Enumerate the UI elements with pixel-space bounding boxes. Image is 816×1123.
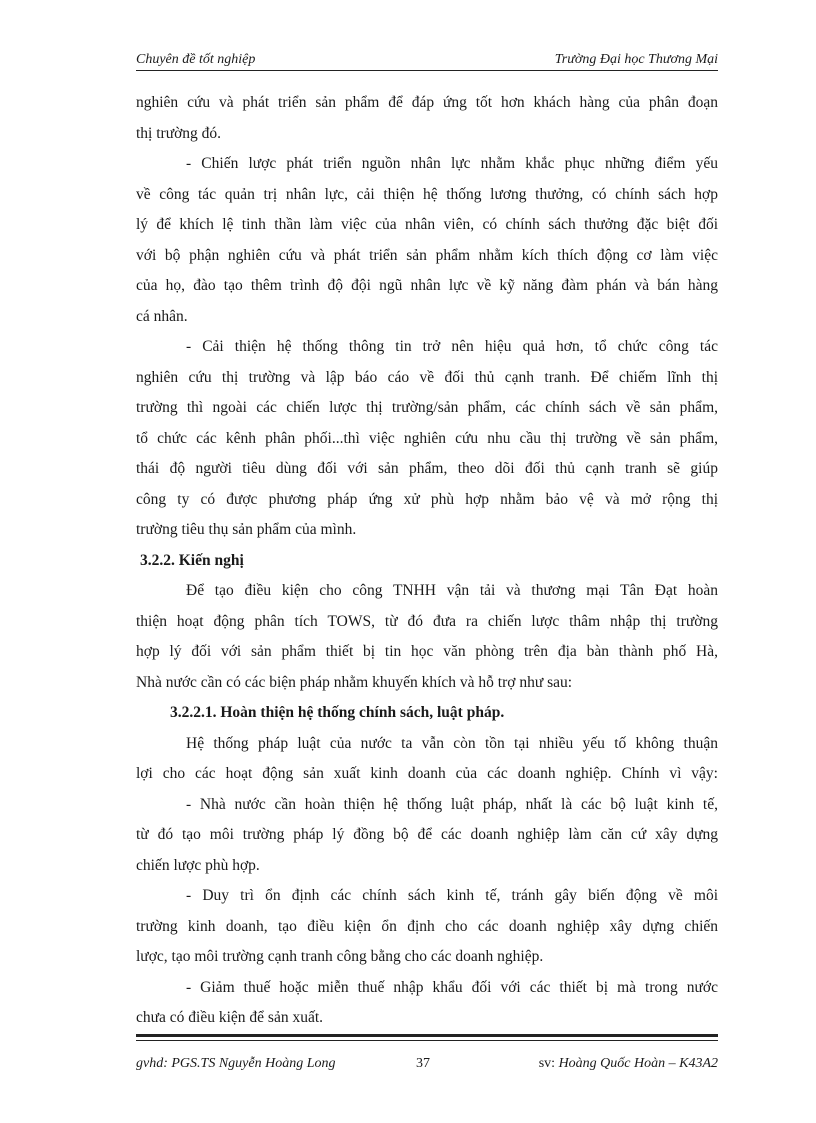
body-line: chưa có điều kiện để sản xuất. (136, 1009, 324, 1026)
body-line: nghiên cứu và phát triển sản phẩm để đáp ứng tốt hơn khách hàng của phân đoạn (136, 94, 718, 111)
body-line: công ty có được phương pháp ứng xử phù hợp nhằm bảo vệ và mở rộng thị (136, 490, 718, 508)
body-line: Hệ thống pháp luật của nước ta vẫn còn tồn tại nhiều yếu tố không thuận (186, 734, 718, 752)
footer-student (539, 1056, 718, 1072)
body-line: thiện hoạt động phân tích TOWS, từ đó đưa ra chiến lược thâm nhập thị trường (136, 612, 718, 630)
body-line: hợp lý đối với sản phẩm thiết bị tin học văn phòng trên địa bàn thành phố Hà, (136, 643, 718, 660)
body-line: lý để khích lệ tinh thần làm việc của nhân viên, có chính sách thưởng đặc biệt đối (136, 216, 718, 233)
footer-advisor: gvhd: PGS.TS Nguyễn Hoàng Long (136, 1056, 336, 1071)
body-line: từ đó tạo môi trường pháp lý đồng bộ để các doanh nghiệp làm căn cứ xây dựng (136, 826, 718, 843)
body-line: của họ, đào tạo thêm trình độ đội ngũ nhân lực về kỹ năng đàm phán và bán hàng (136, 277, 718, 294)
body-line: thái độ người tiêu dùng đối với sản phẩm, theo dõi đối thủ cạnh tranh sẽ giúp (136, 460, 718, 477)
section-heading: 3.2.2. Kiến nghị (140, 551, 244, 569)
body-line: với bộ phận nghiên cứu và phát triển sản phẩm nhằm kích thích động cơ làm việc (136, 246, 718, 264)
body-line: lược, tạo môi trường cạnh tranh công bằng cho các doanh nghiệp. (136, 948, 544, 965)
body-line: trường tiêu thụ sản phẩm của mình. (136, 521, 357, 538)
page-number: 37 (416, 1056, 430, 1071)
footer-divider-thin (136, 1040, 718, 1041)
body-line: - Chiến lược phát triển nguồn nhân lực nhằm khắc phục những điểm yếu (186, 155, 718, 172)
page-footer (136, 1056, 718, 1078)
body-line: - Giảm thuế hoặc miễn thuế nhập khẩu đối với các thiết bị mà trong nước (186, 978, 718, 996)
footer-student-name: Hoàng Quốc Hoàn – K43A2 (558, 1056, 718, 1071)
body-line: trường kinh doanh, tạo điều kiện ổn định cho các doanh nghiệp xây dựng chiến (136, 917, 718, 935)
subsection-heading: 3.2.2.1. Hoàn thiện hệ thống chính sách, luật pháp. (170, 704, 505, 721)
body-line: tổ chức các kênh phân phối...thì việc nghiên cứu nhu cầu thị trường về sản phẩm, (136, 429, 718, 447)
body-line: - Nhà nước cần hoàn thiện hệ thống luật pháp, nhất là các bộ luật kinh tế, (186, 795, 718, 813)
body-line: trường thì ngoài các chiến lược thị trường/sản phẩm, các chính sách về sản phẩm, (136, 399, 718, 416)
body-line: - Cải thiện hệ thống thông tin trở nên hiệu quả hơn, tổ chức công tác (186, 338, 718, 355)
page-body (136, 88, 718, 1034)
header-divider (136, 70, 718, 71)
body-line: Để tạo điều kiện cho công TNHH vận tải và thương mại Tân Đạt hoàn (186, 582, 718, 599)
body-line: chiến lược phù hợp. (136, 856, 260, 874)
footer-divider-thick (136, 1034, 718, 1037)
body-line: cá nhân. (136, 307, 188, 325)
body-line: - Duy trì ổn định các chính sách kinh tế, tránh gây biến động về môi (186, 887, 718, 904)
header-university: Trường Đại học Thương Mại (554, 52, 718, 67)
body-line: thị trường đó. (136, 124, 222, 142)
body-line: về công tác quản trị nhân lực, cải thiện hệ thống lương thưởng, có chính sách hợp (136, 185, 718, 203)
body-line: Nhà nước cần có các biện pháp nhằm khuyến khích và hỗ trợ như sau: (136, 673, 573, 691)
footer-student-label: sv: (538, 1056, 556, 1071)
body-line: lợi cho các hoạt động sản xuất kinh doanh của các doanh nghiệp. Chính vì vậy: (136, 765, 718, 782)
body-line: nghiên cứu thị trường và lập báo cáo về đối thủ cạnh tranh. Để chiếm lĩnh thị (136, 368, 718, 386)
header-document-type: Chuyên đề tốt nghiệp (136, 52, 256, 67)
